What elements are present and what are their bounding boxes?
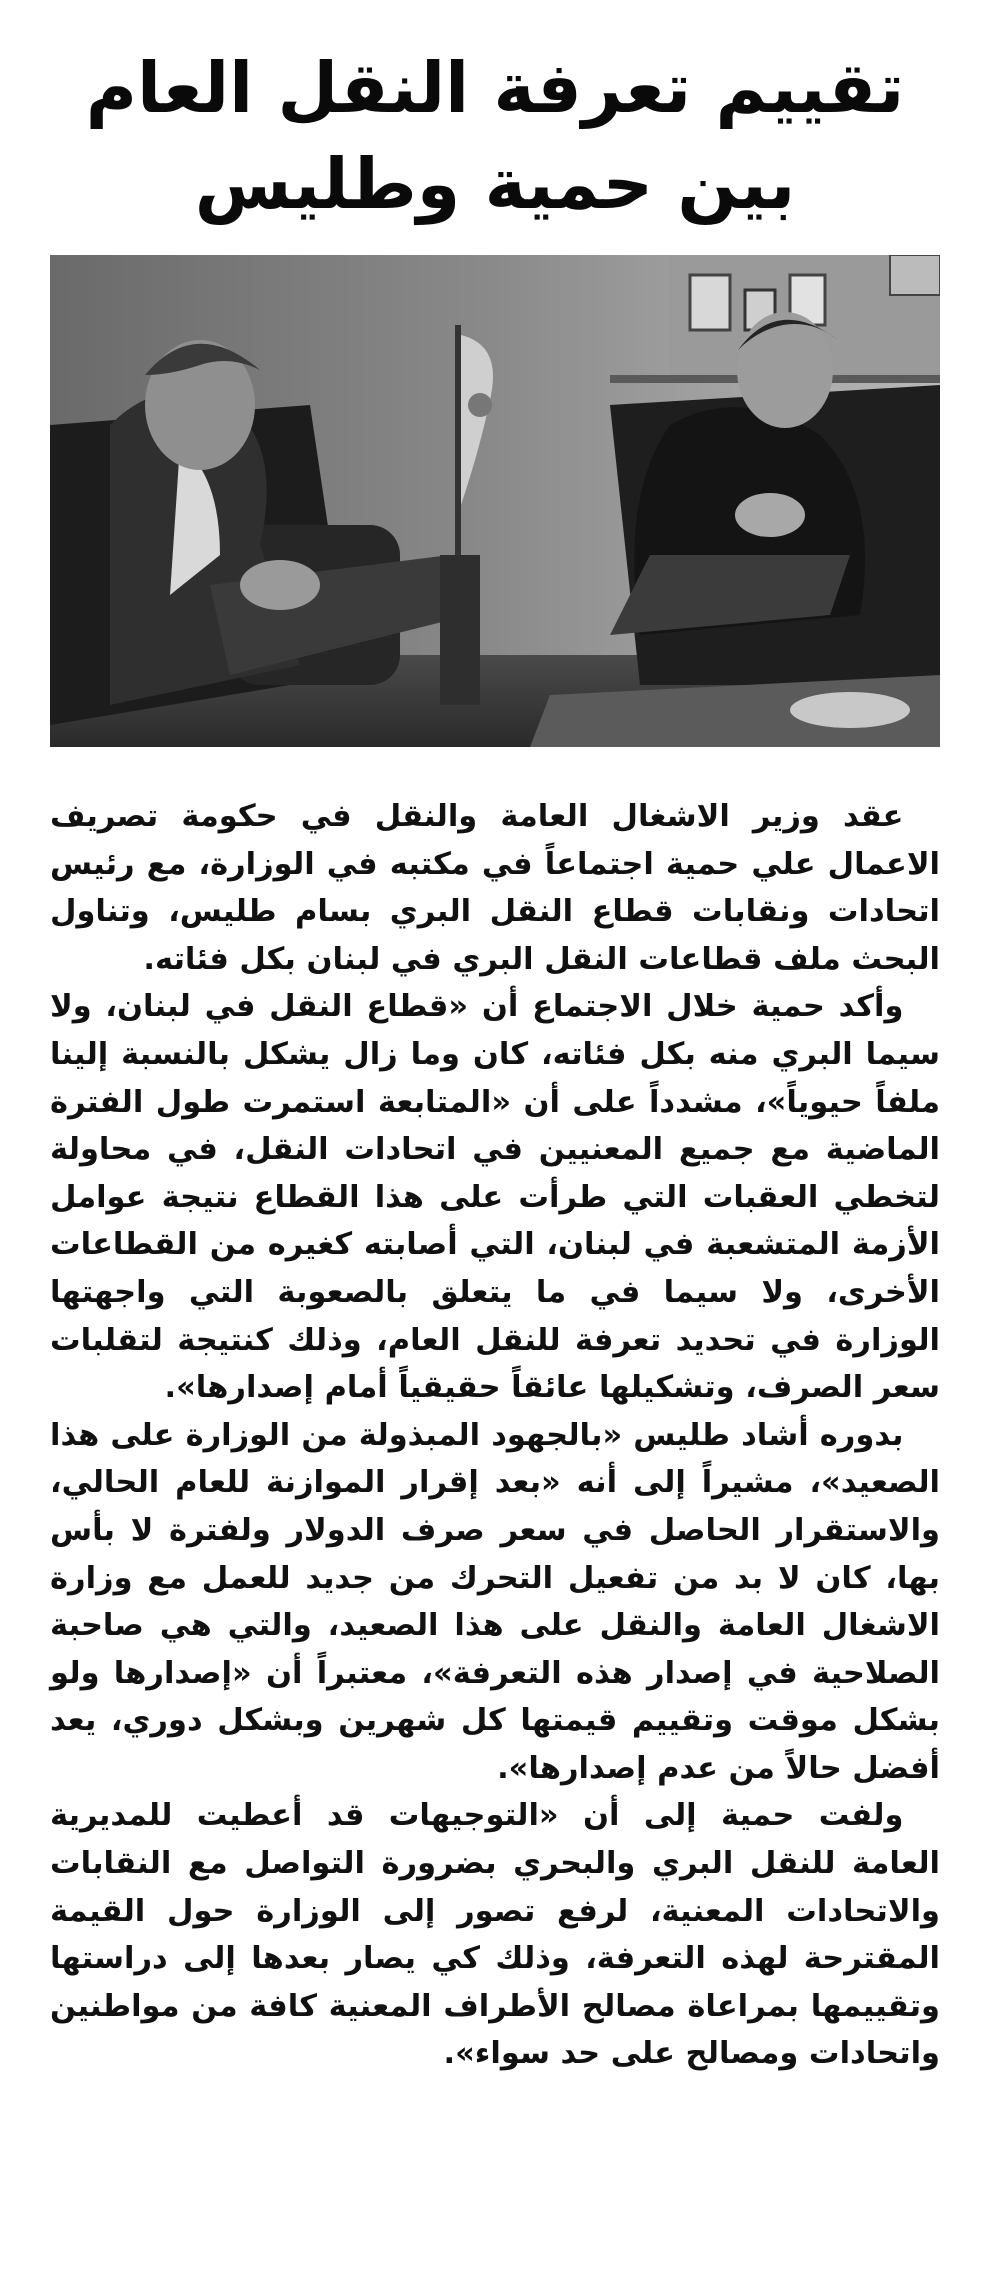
article-paragraph-1: عقد وزير الاشغال العامة والنقل في حكومة تصريف الاعمال علي حمية اجتماعاً في مكتبه في الوزارة، مع رئيس اتحادات ونقابات قطاع النقل البري بسام طليس، وتناول البحث ملف قطاعات النقل البري في لبنان بكل فئاته. bbox=[50, 799, 940, 977]
article-photo bbox=[50, 255, 940, 747]
photo-meeting-icon bbox=[50, 255, 940, 747]
headline-line-2: بين حمية وطليس bbox=[194, 143, 796, 225]
article-paragraph-3: بدوره أشاد طليس «بالجهود المبذولة من الوزارة على هذا الصعيد»، مشيراً إلى أنه «بعد إقرار الموازنة للعام الحالي، والاستقرار الحاصل في سعر صرف الدولار ولفترة لا بأس بها، كان لا بد من تفعيل التحرك من جديد للعمل مع وزارة الاشغال العامة والنقل على هذا الصعيد، والتي هي صاحبة الصلاحية في إصدار هذه التعرفة»، معتبراً أن «إصدارها ولو بشكل موقت وتقييم قيمتها كل شهرين وبشكل دوري، يعد أفضل حالاً من عدم إصدارها». bbox=[50, 1417, 940, 1786]
article-paragraph-4: ولفت حمية إلى أن «التوجيهات قد أعطيت للمديرية العامة للنقل البري والبحري بضرورة التواصل مع النقابات والاتحادات المعنية، لرفع تصور إلى الوزارة حول القيمة المقترحة لهذه التعرفة، وذلك كي يصار بعدها إلى دراستها وتقييمها بمراعاة مصالح الأطراف المعنية كافة من مواطنين واتحادات ومصالح على حد سواء». bbox=[50, 1798, 940, 2072]
article-paragraph-2: وأكد حمية خلال الاجتماع أن «قطاع النقل في لبنان، ولا سيما البري منه بكل فئاته، كان وما زال يشكل بالنسبة إلينا ملفاً حيوياً»، مشدداً على أن «المتابعة استمرت طول الفترة الماضية مع جميع المعنيين في اتحادات النقل، في محاولة لتخطي العقبات التي طرأت على هذا القطاع نتيجة عوامل الأزمة المتشعبة في لبنان، التي أصابته كغيره من القطاعات الأخرى، ولا سيما في ما يتعلق بالصعوبة التي واجهتها الوزارة في تحديد تعرفة للنقل العام، وذلك كنتيجة لتقلبات سعر الصرف، وتشكيلها عائقاً حقيقياً أمام إصدارها». bbox=[50, 989, 940, 1406]
headline-line-1: تقييم تعرفة النقل العام bbox=[85, 47, 905, 129]
article-body bbox=[50, 793, 940, 2078]
article-headline bbox=[40, 40, 950, 232]
